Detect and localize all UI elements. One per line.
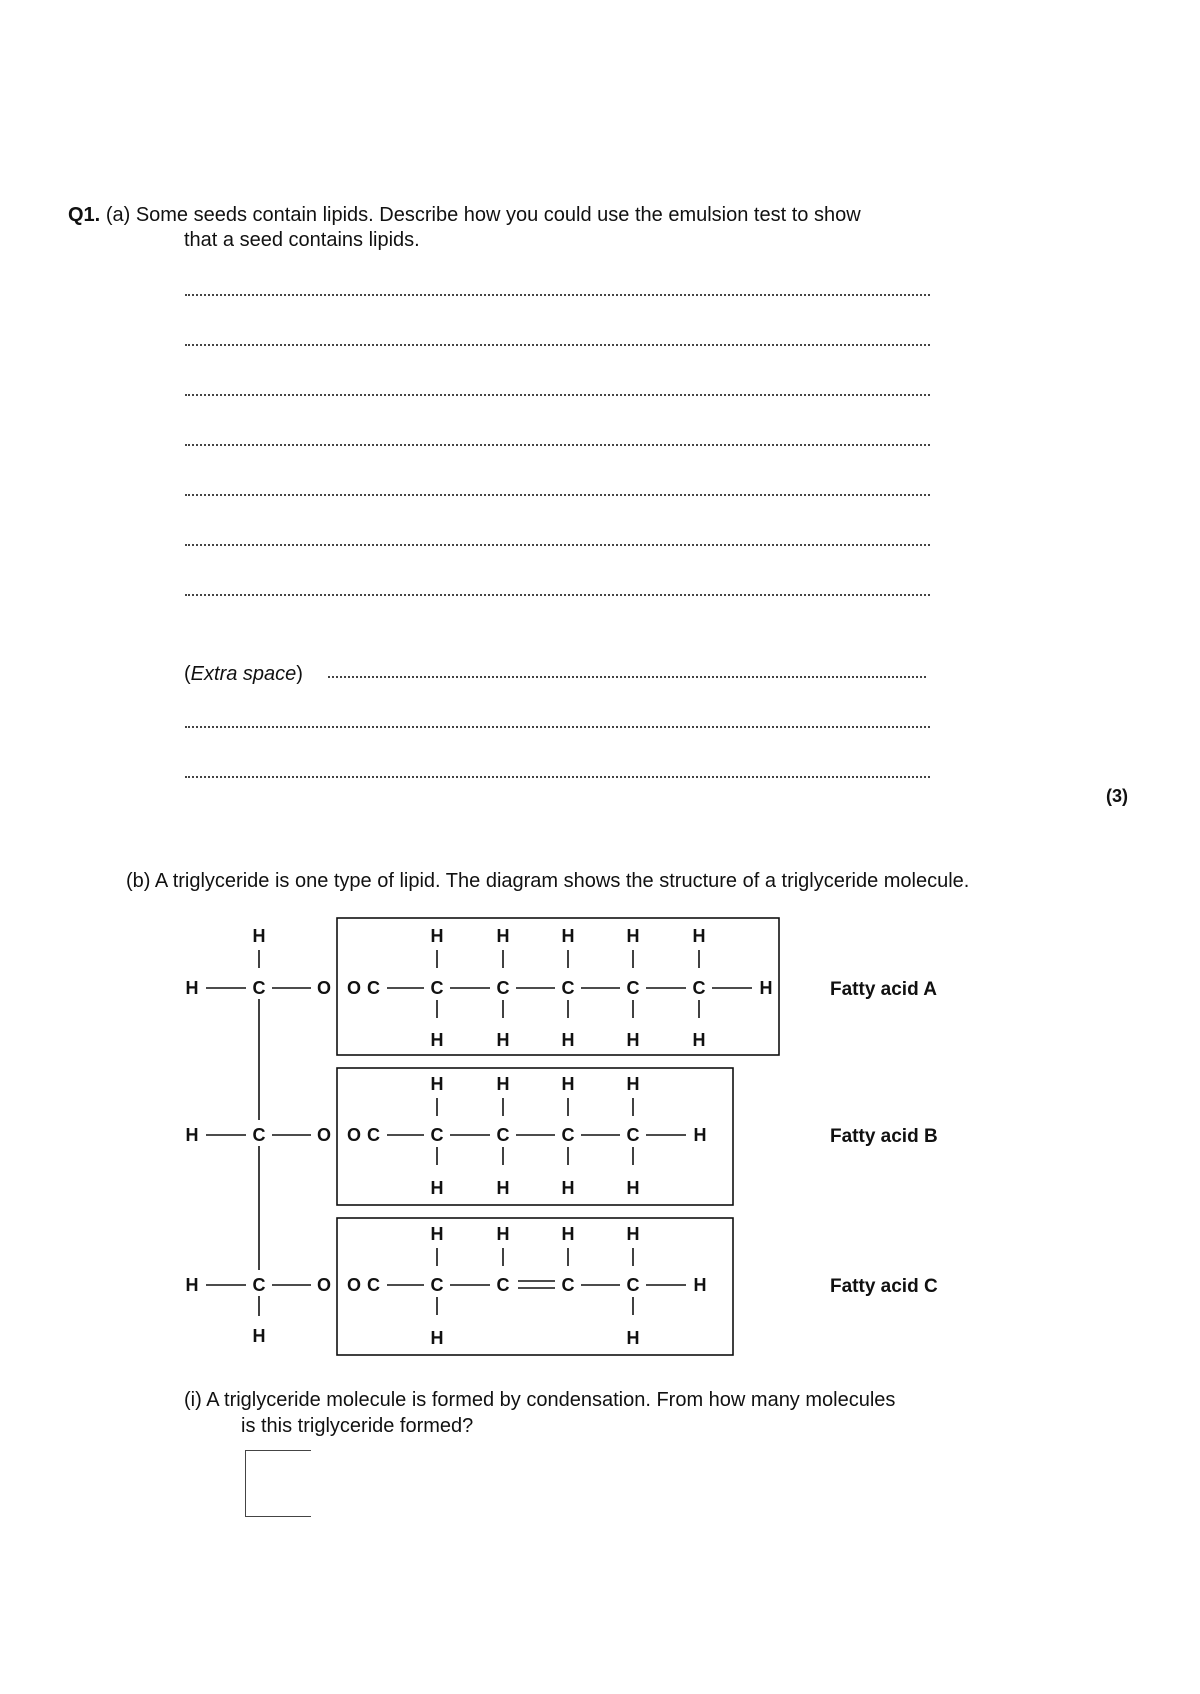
svg-text:H: H <box>430 1328 444 1348</box>
question-a-line2: that a seed contains lipids. <box>184 229 420 251</box>
fatty-acid-c-label: Fatty acid C <box>830 1276 938 1297</box>
svg-text:H: H <box>496 1074 510 1094</box>
svg-text:H: H <box>496 1224 510 1244</box>
question-a-text: (a) Some seeds contain lipids. Describe how you could use the emulsion test to show <box>105 204 861 226</box>
svg-text:H: H <box>252 926 266 946</box>
fatty-acid-a-label: Fatty acid A <box>830 979 937 1000</box>
svg-text:H: H <box>252 1326 266 1346</box>
svg-text:H: H <box>626 926 640 946</box>
svg-text:H: H <box>430 1074 444 1094</box>
svg-text:H: H <box>759 978 773 998</box>
svg-text:C: C <box>430 1275 444 1295</box>
svg-text:C: C <box>692 978 706 998</box>
svg-text:H: H <box>185 1125 199 1145</box>
svg-text:C: C <box>496 1275 510 1295</box>
svg-text:C: C <box>430 1125 444 1145</box>
svg-text:H: H <box>185 978 199 998</box>
svg-text:H: H <box>693 1125 707 1145</box>
svg-text:H: H <box>626 1074 640 1094</box>
svg-text:H: H <box>496 1178 510 1198</box>
svg-text:H: H <box>496 1030 510 1050</box>
svg-text:C: C <box>626 978 640 998</box>
svg-text:C: C <box>252 1275 266 1295</box>
question-b-i-line2: is this triglyceride formed? <box>241 1415 474 1437</box>
svg-text:O: O <box>316 978 332 998</box>
svg-text:C: C <box>561 1275 575 1295</box>
svg-text:O: O <box>347 1125 362 1145</box>
svg-text:H: H <box>692 1030 706 1050</box>
svg-text:C: C <box>367 1125 380 1145</box>
fatty-acid-a <box>337 918 779 1055</box>
svg-text:C: C <box>496 978 510 998</box>
svg-text:H: H <box>693 1275 707 1295</box>
svg-text:C: C <box>561 1125 575 1145</box>
svg-text:H: H <box>430 1224 444 1244</box>
svg-text:H: H <box>626 1030 640 1050</box>
question-b-i-line1: (i) A triglyceride molecule is formed by condensation. From how many molecules <box>184 1389 896 1411</box>
answer-box[interactable] <box>245 1450 311 1517</box>
fatty-acid-b-label: Fatty acid B <box>830 1126 938 1147</box>
svg-text:H: H <box>626 1178 640 1198</box>
svg-text:C: C <box>626 1275 640 1295</box>
svg-text:C: C <box>626 1125 640 1145</box>
svg-text:C: C <box>252 978 266 998</box>
svg-text:H: H <box>561 1030 575 1050</box>
svg-text:H: H <box>185 1275 199 1295</box>
svg-text:H: H <box>561 1074 575 1094</box>
question-number: Q1. <box>68 204 101 226</box>
svg-text:O: O <box>316 1275 332 1295</box>
svg-text:H: H <box>561 1178 575 1198</box>
svg-text:C: C <box>430 978 444 998</box>
fatty-acid-b <box>337 1068 733 1205</box>
svg-text:C: C <box>252 1125 266 1145</box>
extra-space-label: (Extra space) <box>184 663 303 685</box>
marks-label: (3) <box>1106 786 1128 806</box>
svg-text:C: C <box>496 1125 510 1145</box>
question-b-text: (b) A triglyceride is one type of lipid. The diagram shows the structure of a triglyceride molecule. <box>126 870 970 892</box>
svg-text:H: H <box>626 1224 640 1244</box>
svg-text:O: O <box>316 1125 332 1145</box>
svg-text:H: H <box>496 926 510 946</box>
svg-text:H: H <box>561 926 575 946</box>
svg-text:O: O <box>347 1275 362 1295</box>
glycerol-backbone <box>186 926 332 1346</box>
fatty-acid-c <box>337 1218 733 1355</box>
svg-text:H: H <box>626 1328 640 1348</box>
svg-text:C: C <box>561 978 575 998</box>
svg-text:H: H <box>430 1178 444 1198</box>
svg-text:H: H <box>430 926 444 946</box>
svg-text:C: C <box>367 978 380 998</box>
svg-text:H: H <box>561 1224 575 1244</box>
svg-text:C: C <box>367 1275 380 1295</box>
svg-text:O: O <box>347 978 362 998</box>
svg-text:H: H <box>430 1030 444 1050</box>
svg-text:H: H <box>692 926 706 946</box>
